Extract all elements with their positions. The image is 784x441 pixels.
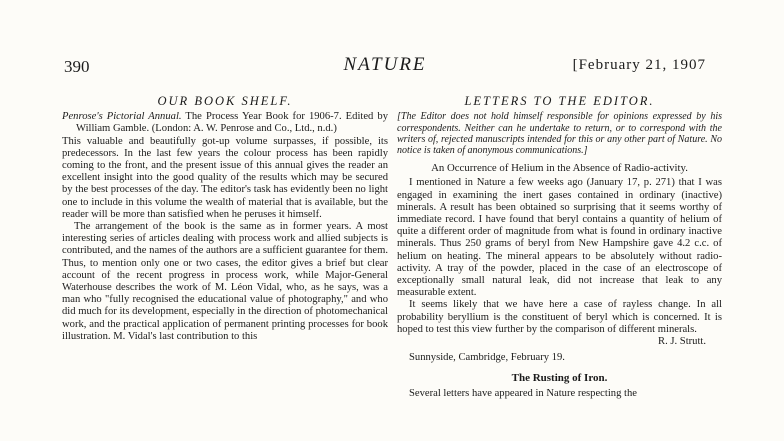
letter-paragraph-3: Several letters have appeared in Nature respecting the — [409, 387, 637, 399]
left-column — [62, 95, 388, 343]
section-title-letters: LETTERS TO THE EDITOR. — [464, 94, 655, 108]
letter-paragraph-2: It seems likely that we have here a case of rayless change. In all probability beryllium is the constituent of beryl which is concerned. It is hoped to test this view further by the comparison of different minerals. — [397, 299, 722, 335]
page-number: 390 — [64, 57, 90, 76]
letter-signature: R. J. Strutt. — [658, 336, 706, 348]
article-title-helium: An Occurrence of Helium in the Absence of Radio-activity. — [431, 162, 688, 175]
letter-place-date: Sunnyside, Cambridge, February 19. — [409, 352, 565, 364]
page-header — [64, 54, 706, 77]
review-paragraph-1: This valuable and beautifully got-up volume surpasses, if possible, its predecessors. In the last few years the colour process has been rapidly coming to the front, and the present issue of this annual gives the reader an excellent insight into the good quality of the results which may be secured by the best processes of the day. The editor's task has evidently been no light one to include in this volume the wealth of material that is available, but the reader will be more than satisfied when he peruses it himself. — [62, 135, 388, 220]
book-heading — [62, 111, 388, 135]
section-title-book-shelf: OUR BOOK SHELF. — [157, 94, 293, 108]
journal-title: NATURE — [343, 54, 427, 75]
letter-paragraph-1: I mentioned in Nature a few weeks ago (January 17, p. 271) that I was engaged in examining the inert gases contained in ordinary (inactive) minerals. A result has been obtained so surprising that it seems worthy of immediate record. I have found that beryl contains a quantity of helium of quite a different order of magnitude from what is found in ordinary inactive minerals. Thus 250 grams of beryl from New Hampshire gave 4.2 c.c. of helium on heating. The mineral appears to be absolutely without radio-activity. A tray of the powder, placed in the case of an electroscope of exceptionally small natural leak, did not increase that leak to any measurable extent. — [397, 177, 722, 299]
book-details: The Process Year Book for 1906-7. Edited by William Gamble. (London: A. W. Penrose and Co., Ltd., n.d.) — [76, 111, 388, 135]
right-column — [397, 95, 722, 400]
issue-date: [February 21, 1907 — [572, 57, 706, 73]
article-title-rusting: The Rusting of Iron. — [511, 372, 608, 385]
editor-note: [The Editor does not hold himself responsible for opinions expressed by his correspondents. Neither can he undertake to return, or to correspond with the writers of, rejected manuscripts intended for this or any other part of Nature. No notice is taken of anonymous communications.] — [397, 111, 722, 157]
book-title: Penrose's Pictorial Annual. — [62, 111, 182, 123]
review-paragraph-2: The arrangement of the book is the same as in former years. A most interesting series of articles dealing with process work and allied subjects is contributed, and the names of the authors are a sufficient guarantee for them. Thus, to mention only one or two cases, the editor gives a brief but clear account of the recent progress in process work, while Major-General Waterhouse describes the work of M. Léon Vidal, who, as he says, was a man who "fully recognised the educational value of photography," and who did much for its development, especially in the direction of photomechanical work, and the practical application of permanent printing processes for book illustration. M. Vidal's last contribution to this — [62, 221, 388, 342]
